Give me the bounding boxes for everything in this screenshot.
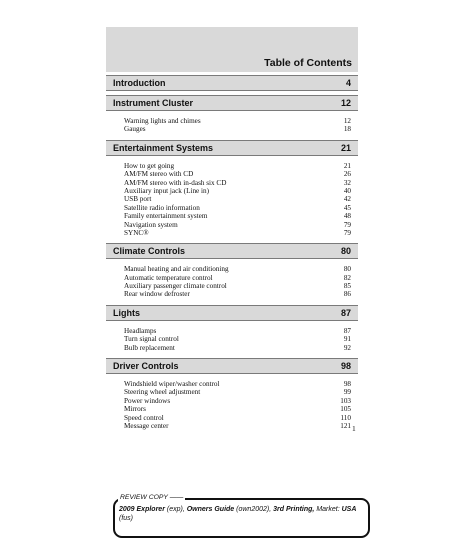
section-title: Introduction [113,78,166,88]
entry-label: Gauges [124,125,146,134]
entry-label: AM/FM stereo with CD [124,170,194,179]
entry-page: 79 [343,220,351,229]
entry-page: 121 [340,421,351,430]
section-page: 80 [340,246,351,257]
review-market: USA [341,506,357,513]
entry-page: 79 [343,228,351,237]
page-title: Table of Contents [264,57,352,69]
toc-entry [124,380,351,388]
entry-list [106,156,358,240]
review-copy-box [113,494,370,538]
review-model-code: (exp), [166,506,185,513]
toc-entry [124,290,351,298]
toc-header [106,27,358,72]
entry-label: Speed control [124,413,164,422]
section-header [106,243,358,259]
entry-page: 98 [343,380,351,389]
toc-entry [124,204,351,212]
toc-entry [124,388,351,396]
toc-entry [124,344,351,352]
entry-page: 18 [343,125,351,134]
section-page: 12 [340,98,351,108]
entry-list [106,321,358,354]
entry-label: Power windows [124,396,171,405]
entry-list [106,374,358,432]
entry-label: Bulb replacement [124,343,175,352]
entry-list [106,111,358,136]
section-page: 21 [340,142,351,153]
section-page: 87 [340,307,351,318]
entry-label: Satellite radio information [124,203,200,212]
entry-label: Auxiliary input jack (Line in) [124,186,210,195]
toc-entry [124,229,351,237]
toc-entry [124,405,351,413]
toc-entry [124,179,351,187]
entry-label: Steering wheel adjustment [124,388,201,397]
toc-entry [124,221,351,229]
section-header [106,305,358,321]
section-title: Driver Controls [113,361,179,372]
entry-label: Auxiliary passenger climate control [124,282,227,291]
table-of-contents [106,27,358,432]
toc-entry [124,397,351,405]
toc-entry [124,282,351,290]
entry-page: 82 [343,273,351,282]
toc-entry [124,335,351,343]
entry-label: Windshield wiper/washer control [124,380,220,389]
toc-entry [124,422,351,430]
entry-label: Manual heating and air conditioning [124,265,229,274]
toc-entry [124,414,351,422]
review-copy-text [119,506,364,523]
section-title: Climate Controls [113,246,186,257]
entry-page: 87 [343,326,351,335]
toc-entry [124,187,351,195]
review-model: 2009 Explorer [119,506,165,513]
toc-entry [124,162,351,170]
entry-label: Warning lights and chimes [124,117,201,125]
section-title: Instrument Cluster [113,98,194,108]
entry-page: 32 [343,178,351,187]
entry-page: 92 [343,343,351,352]
entry-label: How to get going [124,161,175,170]
review-market-label: Market: [316,506,340,513]
toc-entry [124,117,351,125]
section-title: Lights [113,307,140,318]
page-number: 1 [352,424,356,433]
toc-sections [106,75,358,432]
entry-page: 85 [343,282,351,291]
toc-entry [124,212,351,220]
entry-label: AM/FM stereo with in-dash six CD [124,178,227,187]
entry-page: 80 [343,265,351,274]
entry-page: 99 [343,388,351,397]
entry-label: SYNC® [124,228,149,237]
entry-list [106,259,358,301]
entry-label: Mirrors [124,405,146,414]
toc-entry [124,195,351,203]
entry-page: 21 [343,161,351,170]
entry-page: 12 [343,117,351,125]
entry-page: 48 [343,212,351,221]
toc-entry [124,170,351,178]
entry-label: USB port [124,195,152,204]
toc-entry [124,265,351,273]
entry-label: Turn signal control [124,335,179,344]
section-page: 98 [340,361,351,372]
entry-label: Navigation system [124,220,178,229]
entry-label: Rear window defroster [124,290,190,299]
entry-label: Automatic temperature control [124,273,213,282]
entry-page: 110 [340,413,351,422]
section-header [106,75,358,91]
entry-page: 42 [343,195,351,204]
entry-page: 45 [343,203,351,212]
toc-entry [124,125,351,133]
entry-label: Family entertainment system [124,212,208,221]
entry-page: 40 [343,186,351,195]
toc-entry [124,274,351,282]
section-title: Entertainment Systems [113,142,214,153]
entry-page: 105 [340,405,351,414]
review-market-code: (fus) [119,514,133,522]
entry-page: 103 [340,396,351,405]
review-printing: 3rd Printing, [273,506,315,513]
section-header [106,95,358,111]
section-page: 4 [345,78,351,88]
section-header [106,140,358,156]
toc-entry [124,327,351,335]
review-copy-label: REVIEW COPY —— [120,494,184,501]
entry-page: 26 [343,170,351,179]
review-guide: Owners Guide [186,506,235,513]
review-guide-code: (own2002), [236,506,272,513]
entry-page: 86 [343,290,351,299]
entry-label: Message center [124,421,169,430]
entry-label: Headlamps [124,326,157,335]
entry-page: 91 [343,335,351,344]
section-header [106,358,358,374]
